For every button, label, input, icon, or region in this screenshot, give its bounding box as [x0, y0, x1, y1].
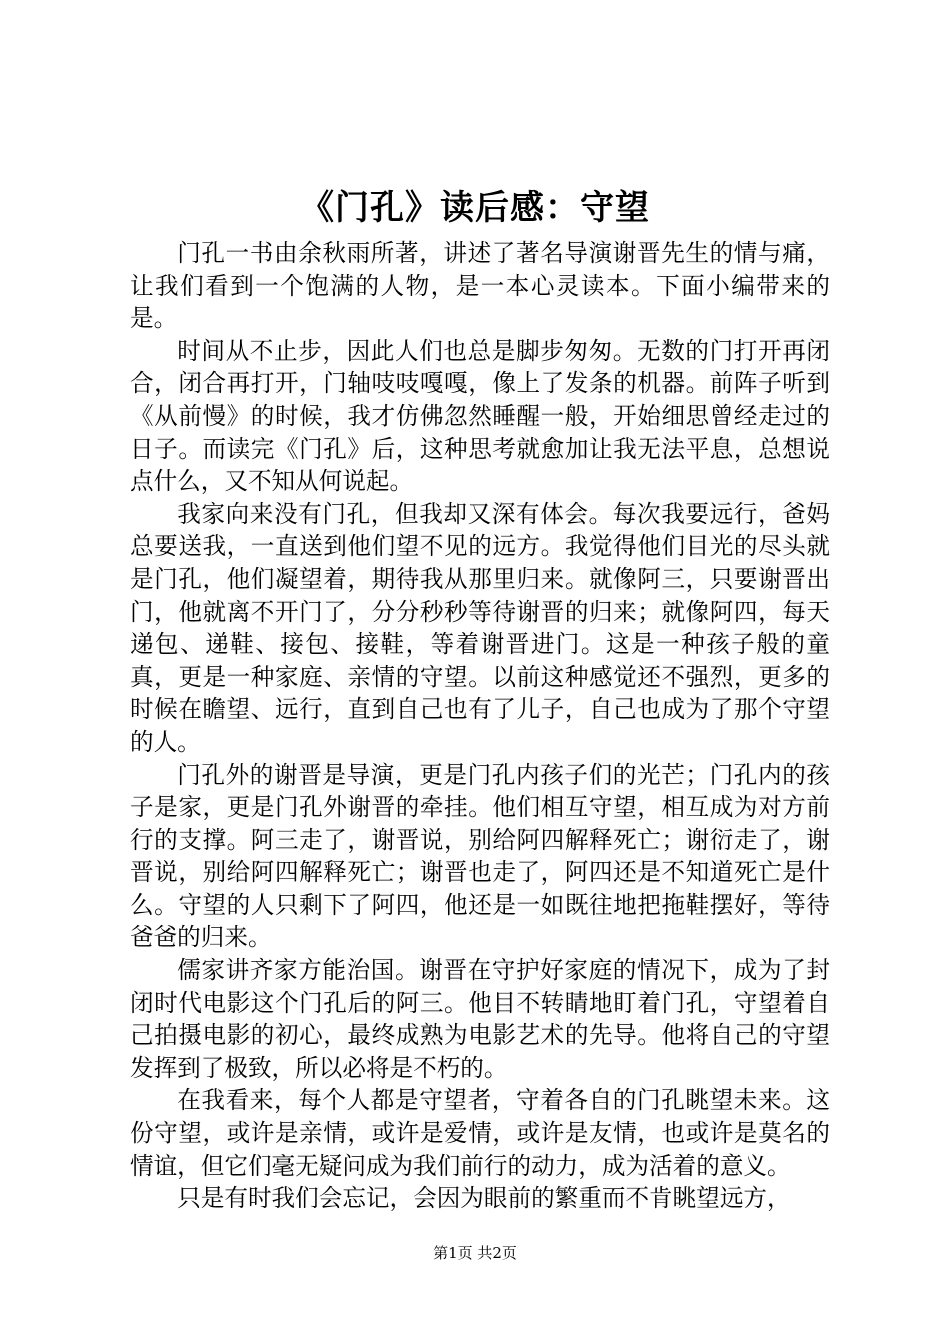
paragraph-7: 只是有时我们会忘记，会因为眼前的繁重而不肯眺望远方， [177, 1184, 791, 1213]
paragraph-6: 在我看来，每个人都是守望者，守着各自的门孔眺望未来。这份守望，或许是亲情，或许是爱情，或许是友情，也或许是莫名的情谊，但它们毫无疑问成为我们前行的动力，成为活着的意义。 [130, 1086, 830, 1180]
paragraph-2: 时间从不止步，因此人们也总是脚步匆匆。无数的门打开再闭合，闭合再打开，门轴吱吱嘎嘎，像上了发条的机器。前阵子听到《从前慢》的时候，我才仿佛忽然睡醒一般，开始细思曾经走过的日子。而读完《门孔》后，这种思考就愈加让我无法平息，总想说点什么，又不知从何说起。 [130, 336, 830, 496]
paragraph-5: 儒家讲齐家方能治国。谢晋在守护好家庭的情况下，成为了封闭时代电影这个门孔后的阿三。他目不转睛地盯着门孔，守望着自己拍摄电影的初心，最终成熟为电影艺术的先导。他将自己的守望发挥到了极致，所以必将是不朽的。 [130, 956, 830, 1082]
paragraph-3: 我家向来没有门孔，但我却又深有体会。每次我要远行，爸妈总要送我，一直送到他们望不见的远方。我觉得他们目光的尽头就是门孔，他们凝望着，期待我从那里归来。就像阿三，只要谢晋出门，他就离不开门了，分分秒秒等待谢晋的归来；就像阿四，每天递包、递鞋、接包、接鞋，等着谢晋进门。这是一种孩子般的童真，更是一种家庭、亲情的守望。以前这种感觉还不强烈，更多的时候在瞻望、远行，直到自己也有了儿子，自己也成为了那个守望的人。 [130, 499, 830, 756]
page-footer: 第1页 共2页 [433, 1244, 517, 1262]
document-body [130, 237, 830, 1215]
paragraph-4: 门孔外的谢晋是导演，更是门孔内孩子们的光芒；门孔内的孩子是家，更是门孔外谢晋的牵挂。他们相互守望，相互成为对方前行的支撑。阿三走了，谢晋说，别给阿四解释死亡；谢衍走了，谢晋说，别给阿四解释死亡；谢晋也走了，阿四还是不知道死亡是什么。守望的人只剩下了阿四，他还是一如既往地把拖鞋摆好，等待爸爸的归来。 [130, 760, 830, 952]
paragraph-1: 门孔一书由余秋雨所著，讲述了著名导演谢晋先生的情与痛，让我们看到一个饱满的人物，是一本心灵读本。下面小编带来的是。 [130, 239, 830, 333]
document-title: 《门孔》读后感：守望 [300, 188, 650, 228]
